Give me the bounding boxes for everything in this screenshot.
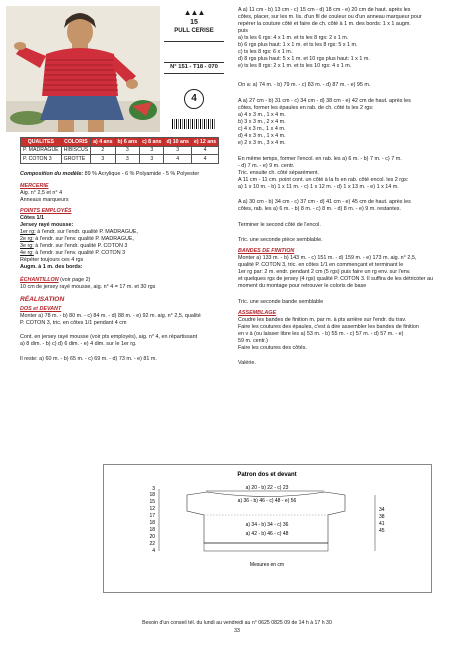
divider — [164, 73, 224, 74]
cotes-label: Côtes 1/1 — [20, 215, 44, 221]
table-cell: 3 — [164, 146, 192, 155]
difficulty-icon: ▲▲▲ — [183, 8, 205, 17]
mercerie-heading: MERCERIE — [20, 183, 49, 189]
table-row — [21, 146, 219, 155]
table-header-row — [21, 138, 219, 147]
row-instruction: 4e rg: à l'endr. sur l'env. qualité P. COTON 3 — [20, 250, 126, 256]
right-line: e) 2 x 3 m., 3 x 4 m. — [238, 140, 286, 146]
right-line: Tric. ensuite ch. côté séparément. — [238, 170, 319, 176]
realisation-heading: RÉALISATION — [20, 296, 65, 303]
right-line: a) 1 x 10 m. - b) 1 x 11 m. - c) 1 x 12 m. - d) 1 x 13 m. - e) 1 x 14 m. — [238, 184, 399, 190]
table-header: COLORIS — [61, 138, 91, 147]
table-row — [21, 155, 219, 164]
right-line: Monter a) 133 m. - b) 143 m. - c) 151 m. - d) 159 m. - e) 173 m. aig. n° 2,5, — [238, 255, 417, 261]
pattern-card — [160, 6, 228, 132]
dos-line: Monter a) 78 m. - b) 80 m. - c) 84 m. - d) 88 m. - e) 92 m. aig. n° 2,5, qualité — [20, 313, 201, 319]
echantillon-text: 10 cm de jersey rayé mousse, aig. n° 4 = 17 m. et 30 rgs — [20, 284, 156, 290]
table-cell: 3 — [115, 146, 140, 155]
right-line: d) 4 x 3 m., 1 x 4 m. — [238, 133, 286, 139]
jersey-label: Jersey rayé mousse: — [20, 222, 74, 228]
right-line: c) ts les 8 rgs: 6 x 1 m. — [238, 49, 293, 55]
page-number: 33 — [234, 628, 240, 634]
echantillon-heading: ÉCHANTILLON (voir page 2) — [20, 277, 91, 283]
table-header: d) 10 ans — [164, 138, 192, 147]
table-cell: 4 — [191, 155, 218, 164]
height-label: 4 — [152, 548, 155, 554]
augm-label: Augm. à 1 m. des bords: — [20, 264, 83, 270]
pattern-number: 15 — [190, 19, 198, 26]
height-label: 15 — [149, 499, 155, 505]
bandes-heading: BANDES DE FINITION — [238, 248, 295, 254]
yarn-table — [20, 137, 219, 164]
table-cell: 2 — [91, 146, 115, 155]
right-line: Coudre les bandes de finition m. par m. à pts arrière sur l'endr. du trav. — [238, 317, 407, 323]
right-line: d) 8 rgs plus haut: 5 x 1 m. et 10 rgs plus haut: 1 x 1 m. — [238, 56, 370, 62]
pattern-reference: N° 151 - T18 - 070 — [170, 64, 218, 70]
right-line: En même temps, former l'encol. en rab. les a) 6 m. - b) 7 m. - c) 7 m. — [238, 156, 402, 162]
right-line: côtes, former les épaules en rab. de ch. côté ts les 2 rgs: — [238, 105, 374, 111]
right-line: A 11 cm - 11 cm. point cont. un côté à la fs en rab. côté encol. les 2 rgs: — [238, 177, 409, 183]
units-label: Mesures en cm — [249, 562, 285, 568]
right-line: repérer la couture côté et faire de ch. côté à 1 m. des bords: 1 x 1 augm. — [238, 21, 411, 27]
divider — [164, 41, 224, 42]
right-line: e) ts les 8 rgs: 2 x 1 m. et ts les 10 rgs: 4 x 1 m. — [238, 63, 352, 69]
table-cell: GROTTE — [61, 155, 91, 164]
right-line: côtes, rab. les a) 6 m. - b) 8 m. - c) 8 m. - d) 8 m. - e) 9 m. restantes. — [238, 206, 401, 212]
right-line: A a) 11 cm - b) 13 cm - c) 15 cm - d) 18 cm - e) 20 cm de haut. après les — [238, 7, 411, 13]
divider — [164, 62, 224, 63]
remaining-stitches: Il reste: a) 60 m. - b) 65 m. - c) 69 m. - d) 73 m. - e) 81 m. — [20, 356, 157, 362]
height-label: 20 — [149, 534, 155, 540]
right-line: a) 4 x 3 m., 1 x 4 m. — [238, 112, 286, 118]
height-label: 22 — [149, 541, 155, 547]
height-label: 41 — [379, 521, 385, 527]
repeat-instruction: Répéter toujours ces 4 rgs — [20, 257, 84, 263]
rib-band — [204, 543, 328, 551]
right-line: A a) 30 cm - b) 34 cm - c) 37 cm - d) 41 cm - e) 45 cm de haut. après les — [238, 199, 411, 205]
right-line: b) 3 x 3 m., 2 x 4 m. — [238, 119, 286, 125]
height-label: 12 — [149, 506, 155, 512]
right-line: côtes, placer, sur les m. lis. d'un fil de couleur ou d'un anneau marqueur pour — [238, 14, 422, 20]
table-header: e) 12 ans — [191, 138, 218, 147]
dimension-bottom: a) 34 - b) 34 - c) 36 — [245, 522, 289, 528]
right-line: Faire les coutures des épaules, c'est à dire assembler les bandes de finition — [238, 324, 419, 330]
child-wearing-sweater-image — [6, 6, 161, 132]
height-label: 3 — [152, 486, 155, 492]
height-label: 38 — [379, 514, 385, 520]
pattern-diagram — [103, 464, 432, 593]
right-line: qualité P. COTON 3, tric. en côtes 1/1 en commençant et terminant le — [238, 262, 404, 268]
table-cell: P. COTON 3 — [21, 155, 62, 164]
table-cell: P. MADRAGUE — [21, 146, 62, 155]
assemblage-heading: ASSEMBLAGE — [238, 310, 277, 316]
model-photo — [6, 6, 161, 132]
row-instruction: 3e rg: à l'endr. sur l'endr. qualité P. COTON 3 — [20, 243, 128, 249]
mercerie-line: Aig. n° 2,5 et n° 4 — [20, 190, 63, 196]
height-label: 34 — [379, 507, 385, 513]
table-cell: 3 — [91, 155, 115, 164]
right-line: a) ts les 6 rgs: 4 x 1 m. et ts les 8 rgs: 2 x 1 m. — [238, 35, 349, 41]
table-cell: 3 — [115, 155, 140, 164]
composition-line: Composition du modèle: 89 % Acrylique - 6 % Polyamide - 5 % Polyester — [20, 171, 200, 177]
signature: Valérie. — [238, 360, 256, 366]
height-label: 18 — [149, 520, 155, 526]
table-cell: 4 — [164, 155, 192, 164]
right-line: A a) 27 cm - b) 31 cm - c) 34 cm - d) 38 cm - e) 42 cm de haut. après les — [238, 98, 411, 104]
table-cell: 3 — [140, 146, 164, 155]
right-line: 59 m. centr.) — [238, 338, 268, 344]
right-line: - d) 7 m. - e) 9 m. centr. — [238, 163, 295, 169]
table-cell: HIBISCUS — [61, 146, 91, 155]
right-line: 1er rg par: 2 m. endr. pendant 2 cm (5 rgs) puis faire un rg env. sur l'env. — [238, 269, 411, 275]
cont-line: a) 8 dim. - b) c) d) 6 dim. - e) 4 dim. sur le 1er rg. — [20, 341, 137, 347]
right-line: b) 6 rgs plus haut: 1 x 1 m. et ts les 8 rgs: 5 x 1 m. — [238, 42, 358, 48]
diagram-title: Patron dos et devant — [237, 472, 297, 478]
right-line: puis — [238, 28, 248, 34]
barcode-icon — [172, 119, 216, 129]
right-line: Faire les coutures des côtés. — [238, 345, 307, 351]
height-label: 18 — [149, 492, 155, 498]
dimension-top: a) 20 - b) 22 - c) 23 — [245, 485, 289, 491]
row-instruction: 1er rg: à l'endr. sur l'endr. qualité P. MADRAGUE, — [20, 229, 138, 235]
footer-help-line: Besoin d'un conseil tél. du lundi au vendredi au n° 0625 0825 09 de 14 h à 17 h 30 — [142, 620, 332, 626]
points-heading: POINTS EMPLOYÉS — [20, 208, 72, 214]
needle-size-icon: 4 — [184, 89, 204, 109]
right-line: Tric. une seconde bande semblable — [238, 299, 324, 305]
cont-line: Cont. en jersey rayé mousse (voir pts employés), aig. n° 4, en répartissant — [20, 334, 198, 340]
right-line: c) 4 x 3 m., 1 x 4 m. — [238, 126, 286, 132]
right-line: moment du montage pour retrouver le coloris de base — [238, 283, 367, 289]
mercerie-line: Anneaux marqueurs — [20, 197, 69, 203]
right-line: et quelques rgs de jersey (4 rgs) qualité P. COTON 3. Il suffira de les détricoter au — [238, 276, 434, 282]
row-instruction: 2e rg: à l'endr. sur l'env. qualité P. MADRAGUE, — [20, 236, 134, 242]
right-line: On a: a) 74 m. - b) 79 m. - c) 83 m. - d) 87 m. - e) 95 m. — [238, 82, 371, 88]
table-header: a) 4 ans — [91, 138, 115, 147]
table-header: c) 8 ans — [140, 138, 164, 147]
table-cell: 3 — [140, 155, 164, 164]
right-line: Terminer le second côté de l'encol. — [238, 222, 321, 228]
right-line: Tric. une seconde pièce semblable. — [238, 237, 323, 243]
height-label: 17 — [149, 513, 155, 519]
dos-heading: DOS et DEVANT — [20, 306, 62, 312]
table-header: QUALITES — [21, 138, 62, 147]
pattern-name: PULL CERISE — [174, 28, 214, 34]
dimension-bottom: a) 42 - b) 46 - c) 48 — [245, 531, 289, 537]
height-label: 45 — [379, 528, 385, 534]
table-header: b) 6 ans — [115, 138, 140, 147]
height-label: 18 — [149, 527, 155, 533]
pattern-schematic — [104, 465, 431, 592]
dos-line: P. COTON 3, tric. en côtes 1/1 pendant 4 cm — [20, 320, 127, 326]
dimension-mid: a) 36 - b) 46 - c) 48 - e) 56 — [237, 498, 297, 504]
right-line: en v à (ou laisser libre les a) 53 m. - b) 55 m. - c) 57 m. - d) 57 m. - e) — [238, 331, 404, 337]
table-cell: 4 — [191, 146, 218, 155]
